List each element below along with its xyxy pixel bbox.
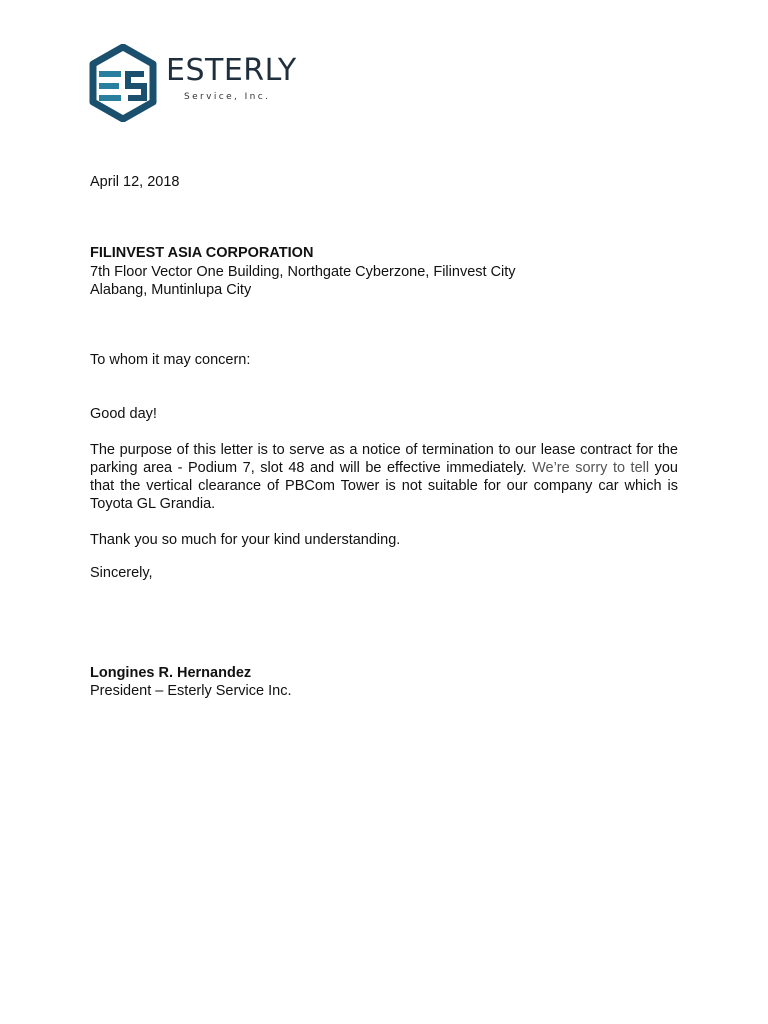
company-logo: [88, 44, 308, 124]
recipient-address-line1: 7th Floor Vector One Building, Northgate Cyberzone, Filinvest City: [90, 264, 516, 280]
logo-subtitle: Service, Inc.: [184, 92, 271, 102]
body-paragraph-1-part1: The purpose of this letter is to serve as a notice of termination to our lease contract for the parking area - Podium 7, slot 48 and will be effective immediately.: [90, 442, 678, 476]
closing: Sincerely,: [90, 565, 153, 581]
letter-date: April 12, 2018: [90, 174, 180, 190]
greeting: Good day!: [90, 406, 157, 422]
body-paragraph-1: [90, 441, 678, 513]
logo-wordmark: ESTERLY: [166, 53, 297, 88]
body-paragraph-2: Thank you so much for your kind understanding.: [90, 532, 401, 548]
signer-name: Longines R. Hernandez: [90, 665, 252, 681]
recipient-address-line2: Alabang, Muntinlupa City: [90, 282, 252, 298]
body-paragraph-1-part2: We’re sorry to tell: [532, 460, 650, 476]
recipient-company: FILINVEST ASIA CORPORATION: [90, 245, 314, 261]
esterly-logo-icon: [88, 44, 158, 122]
salutation: To whom it may concern:: [90, 352, 251, 368]
body-paragraph-1-part3: you that the vertical clearance of PBCom Tower is not suitable for our company car which is Toyota GL Grandia.: [90, 460, 678, 512]
signer-title: President – Esterly Service Inc.: [90, 683, 292, 699]
